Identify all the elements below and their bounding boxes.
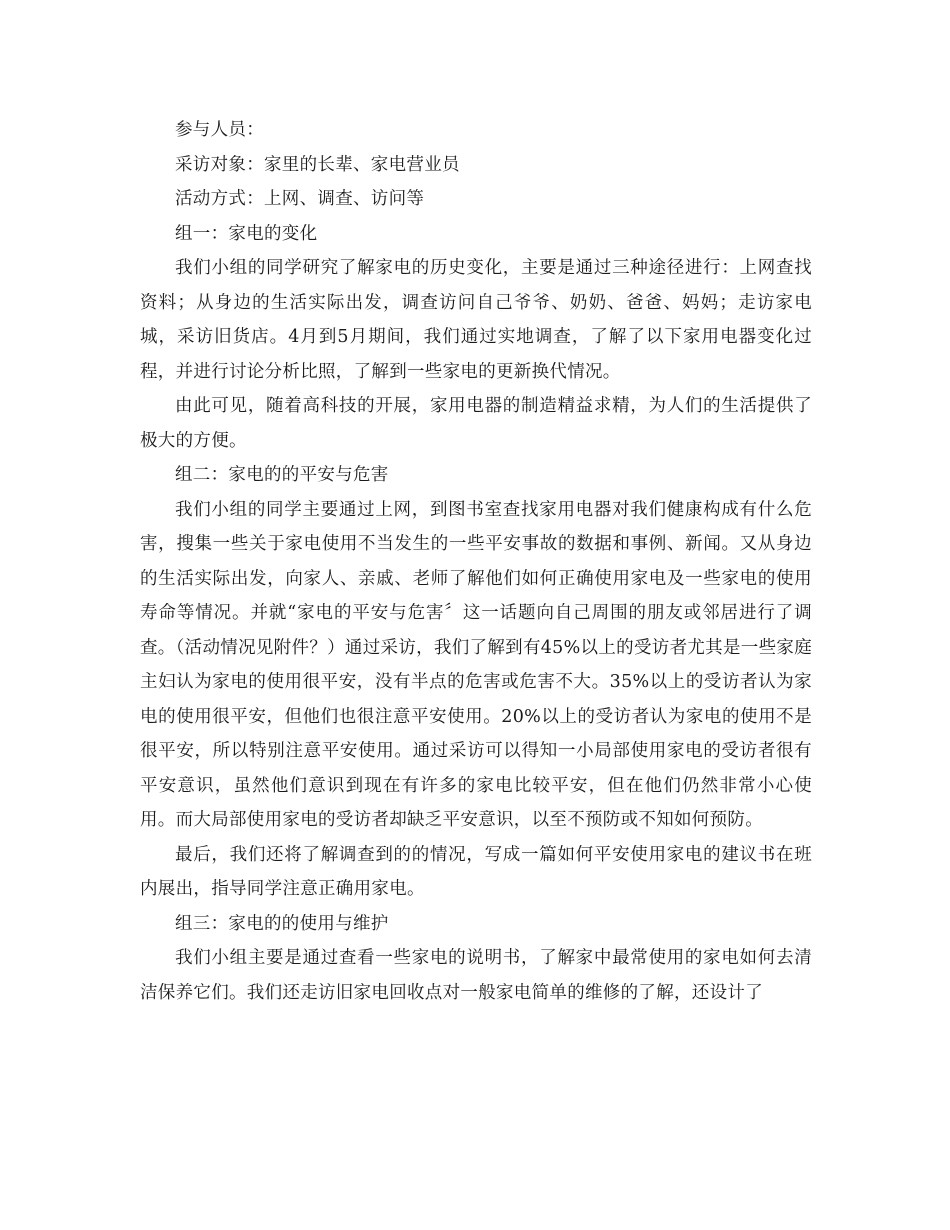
group-two-heading: 组二：家电的的平安与危害: [175, 465, 389, 485]
group-two-conclusion: 最后，我们还将了解调查到的的情况，写成一篇如何平安使用家电的建议书在班内展出，指导同学注意正确用家电。: [140, 844, 812, 899]
group-three-paragraph: 我们小组主要是通过查看一些家电的说明书，了解家中最常使用的家电如何去清洁保养它们。我们还走访旧家电回收点对一般家电简单的维修的了解，还设计了: [140, 948, 812, 1003]
group-one-conclusion: 由此可见，随着高科技的开展，家用电器的制造精益求精，为人们的生活提供了极大的方便。: [140, 396, 812, 451]
document-body: [140, 113, 812, 1010]
group-one-paragraph: 我们小组的同学研究了解家电的历史变化，主要是通过三种途径进行：上网查找资料；从身边的生活实际出发，调查访问自己爷爷、奶奶、爸爸、妈妈；走访家电城，采访旧货店。4月到5月期间，我们通过实地调查，了解了以下家用电器变化过程，并进行讨论分析比照，了解到一些家电的更新换代情况。: [140, 258, 812, 382]
interviewees-line: 采访对象：家里的长辈、家电营业员: [175, 154, 460, 175]
activity-method-line: 活动方式：上网、调查、访问等: [175, 189, 425, 209]
group-two-paragraph: 我们小组的同学主要通过上网，到图书室查找家用电器对我们健康构成有什么危害，搜集一些关于家电使用不当发生的一些平安事故的数据和事例、新闻。又从身边的生活实际出发，向家人、亲戚、老师了解他们如何正确使用家电及一些家电的使用寿命等情况。并就“家电的平安与危害〞这一话题向自己周围的朋友或邻居进行了调查。（活动情况见附件？）通过采访，我们了解到有45%以上的受访者尤其是一些家庭主妇认为家电的使用很平安，没有半点的危害或危害不大。35%以上的受访者认为家电的使用很平安，但他们也很注意平安使用。20%以上的受访者认为家电的使用不是很平安，所以特别注意平安使用。通过采访可以得知一小局部使用家电的受访者很有平安意识，虽然他们意识到现在有许多的家电比较平安，但在他们仍然非常小心使用。而大局部使用家电的受访者却缺乏平安意识，以至不预防或不知如何预防。: [140, 499, 812, 830]
group-one-heading: 组一：家电的变化: [175, 223, 318, 244]
group-three-heading: 组三：家电的的使用与维护: [175, 913, 389, 934]
participants-line: 参与人员：: [175, 120, 264, 140]
